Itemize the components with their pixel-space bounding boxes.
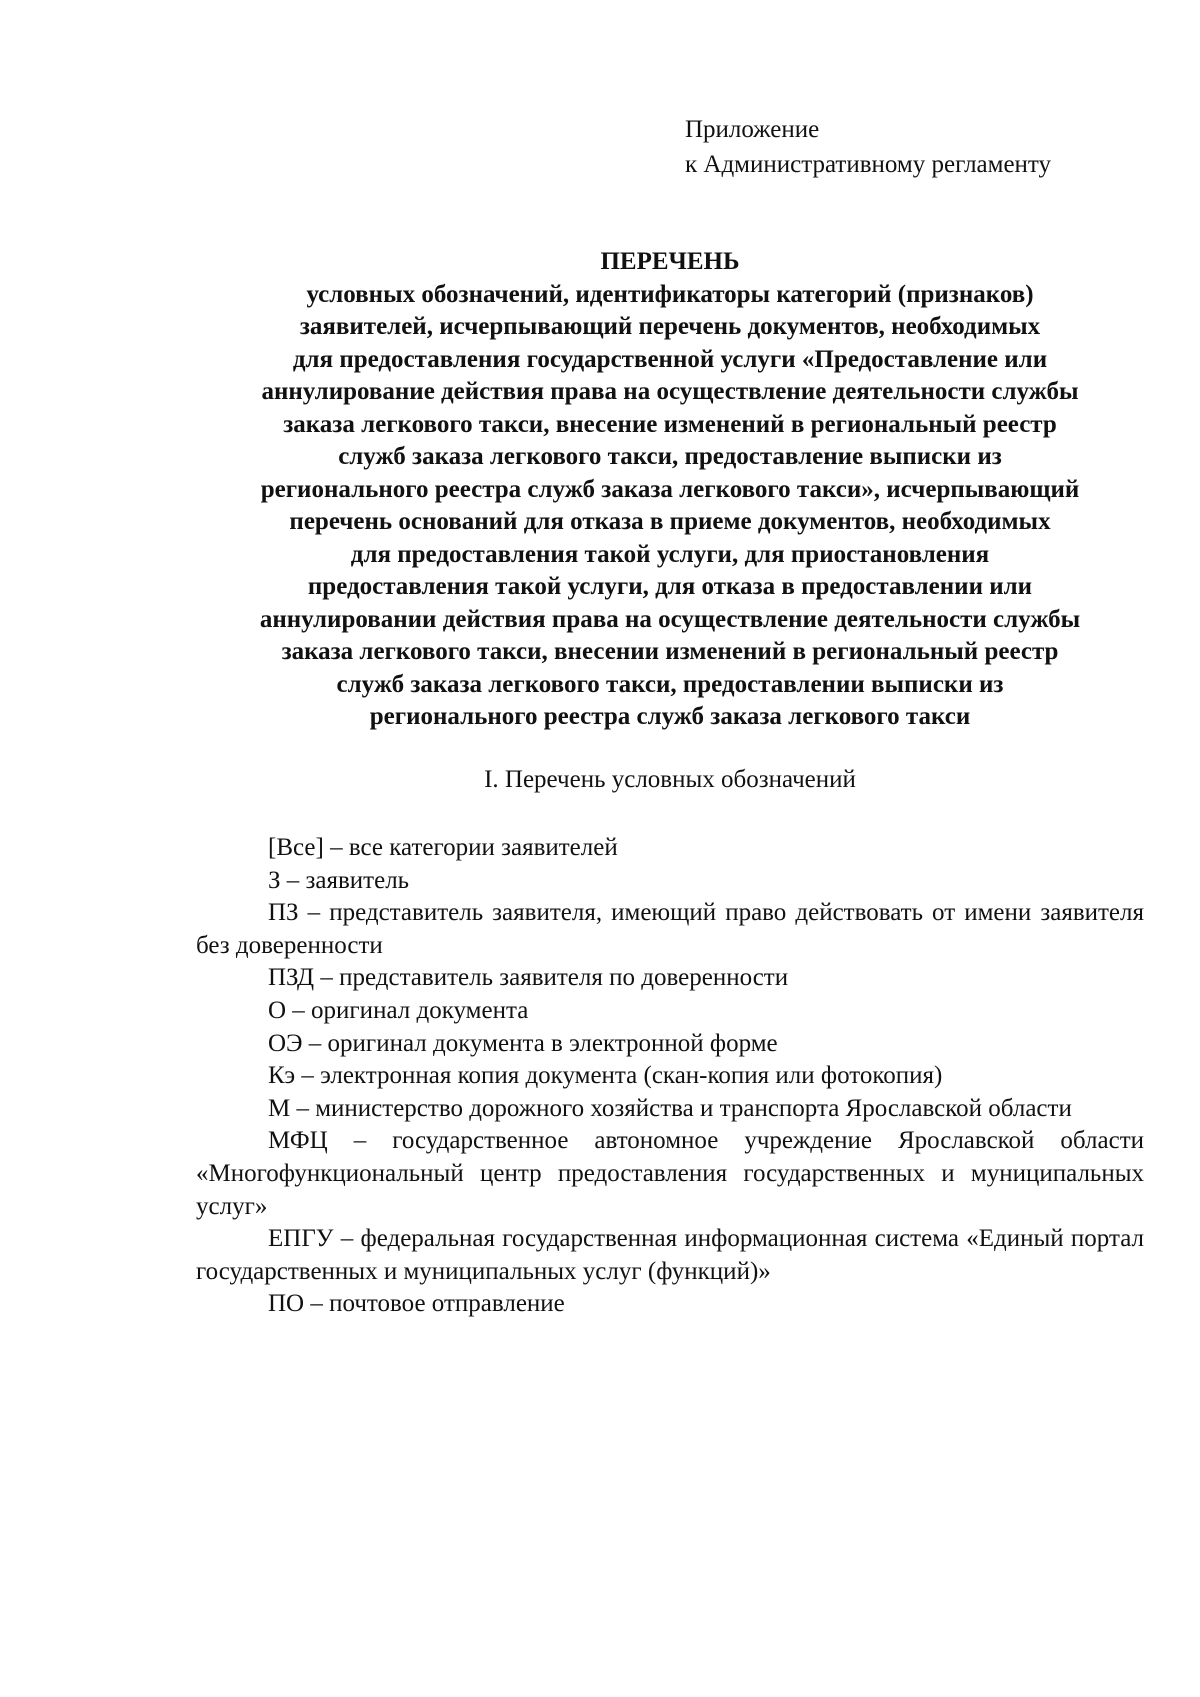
appendix-reference: к Административному регламенту: [685, 151, 1052, 178]
title-line: для предоставления такой услуги, для приостановления: [350, 540, 990, 568]
definition-item: ПЗ – представитель заявителя, имеющий право действовать от имени заявителя без доверенности: [196, 899, 1144, 959]
title-line: перечень оснований для отказа в приеме документов, необходимых: [289, 508, 1051, 535]
definition-item: ПО – почтовое отправление: [268, 1290, 565, 1318]
title-line: регионального реестра служб заказа легкового такси: [369, 703, 971, 730]
definitions-list: [196, 832, 1144, 1321]
title-line: аннулировании действия права на осуществление деятельности службы: [259, 605, 1081, 633]
definition-item: О – оригинал документа: [268, 996, 529, 1024]
title-line: заказа легкового такси, внесении изменений в региональный реестр: [281, 638, 1059, 665]
definition-item: ПЗД – представитель заявителя по доверенности: [268, 964, 789, 992]
definition-item: [Все] – все категории заявителей: [268, 834, 618, 861]
title-line: для предоставления государственной услуги «Предоставление или: [292, 345, 1048, 373]
title-line: аннулирование действия права на осуществление деятельности службы: [261, 378, 1079, 405]
section-heading: I. Перечень условных обозначений: [484, 766, 856, 793]
appendix-label: Приложение: [685, 116, 820, 143]
title-line: служб заказа легкового такси, предоставление выписки из: [338, 443, 1002, 470]
appendix-note: [685, 112, 1051, 182]
definition-item: МФЦ – государственное автономное учреждение Ярославской области «Многофункциональный центр предоставления государственных и муниципальных услуг»: [196, 1127, 1144, 1220]
title-line: заказа легкового такси, внесение изменений в региональный реестр: [283, 410, 1057, 438]
definition-item: ОЭ – оригинал документа в электронной форме: [268, 1029, 778, 1057]
definition-item: Кэ – электронная копия документа (скан-копия или фотокопия): [268, 1062, 943, 1090]
title-line: служб заказа легкового такси, предоставлении выписки из: [336, 670, 1004, 698]
title-line: регионального реестра служб заказа легкового такси», исчерпывающий: [260, 475, 1080, 503]
definition-item: М – министерство дорожного хозяйства и транспорта Ярославской области: [268, 1094, 1072, 1122]
document-title: [190, 246, 1150, 734]
title-heading: ПЕРЕЧЕНЬ: [600, 248, 740, 275]
title-line: предоставления такой услуги, для отказа в предоставлении или: [307, 573, 1033, 600]
definition-item: ЕПГУ – федеральная государственная информационная система «Единый портал государственных и муниципальных услуг (функций)»: [196, 1225, 1144, 1285]
title-line: условных обозначений, идентификаторы категорий (признаков): [306, 280, 1034, 308]
title-line: заявителей, исчерпывающий перечень документов, необходимых: [299, 313, 1041, 340]
definition-item: З – заявитель: [268, 866, 410, 894]
